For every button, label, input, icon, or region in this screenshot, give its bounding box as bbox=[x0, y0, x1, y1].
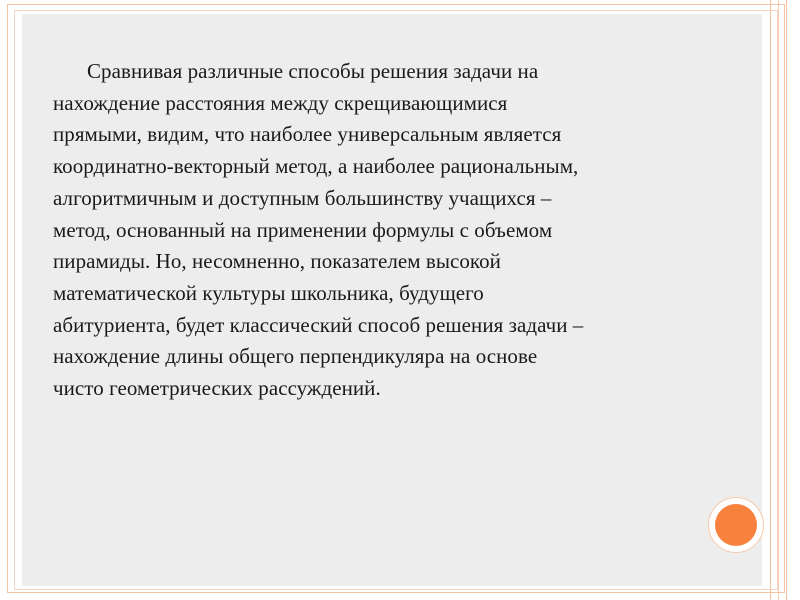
paragraph-line: нахождение расстояния между скрещивающимися bbox=[53, 90, 508, 115]
body-text bbox=[53, 56, 753, 405]
paragraph-line: нахождение длины общего перпендикуляра на основе bbox=[53, 344, 538, 369]
decorative-stripe bbox=[786, 0, 787, 600]
paragraph-line: Сравнивая различные способы решения задачи на bbox=[87, 59, 539, 83]
paragraph-line: абитуриента, будет классический способ решения задачи – bbox=[53, 312, 584, 337]
paragraph-line: метод, основанный на применении формулы с объемом bbox=[53, 217, 553, 242]
paragraph-line: пирамиды. Но, несомненно, показателем высокой bbox=[53, 249, 501, 274]
paragraph-line: прямыми, видим, что наиболее универсальным является bbox=[53, 122, 562, 147]
paragraph-line: чисто геометрических рассуждений. bbox=[53, 376, 381, 401]
paragraph-line: координатно-векторный метод, а наиболее рациональным, bbox=[53, 154, 579, 179]
orange-circle-icon bbox=[715, 504, 757, 546]
paragraph-line: алгоритмичным и доступным большинству учащихся – bbox=[53, 185, 552, 210]
paragraph-line: математической культуры школьника, будущего bbox=[53, 280, 484, 305]
paragraph bbox=[53, 56, 753, 405]
